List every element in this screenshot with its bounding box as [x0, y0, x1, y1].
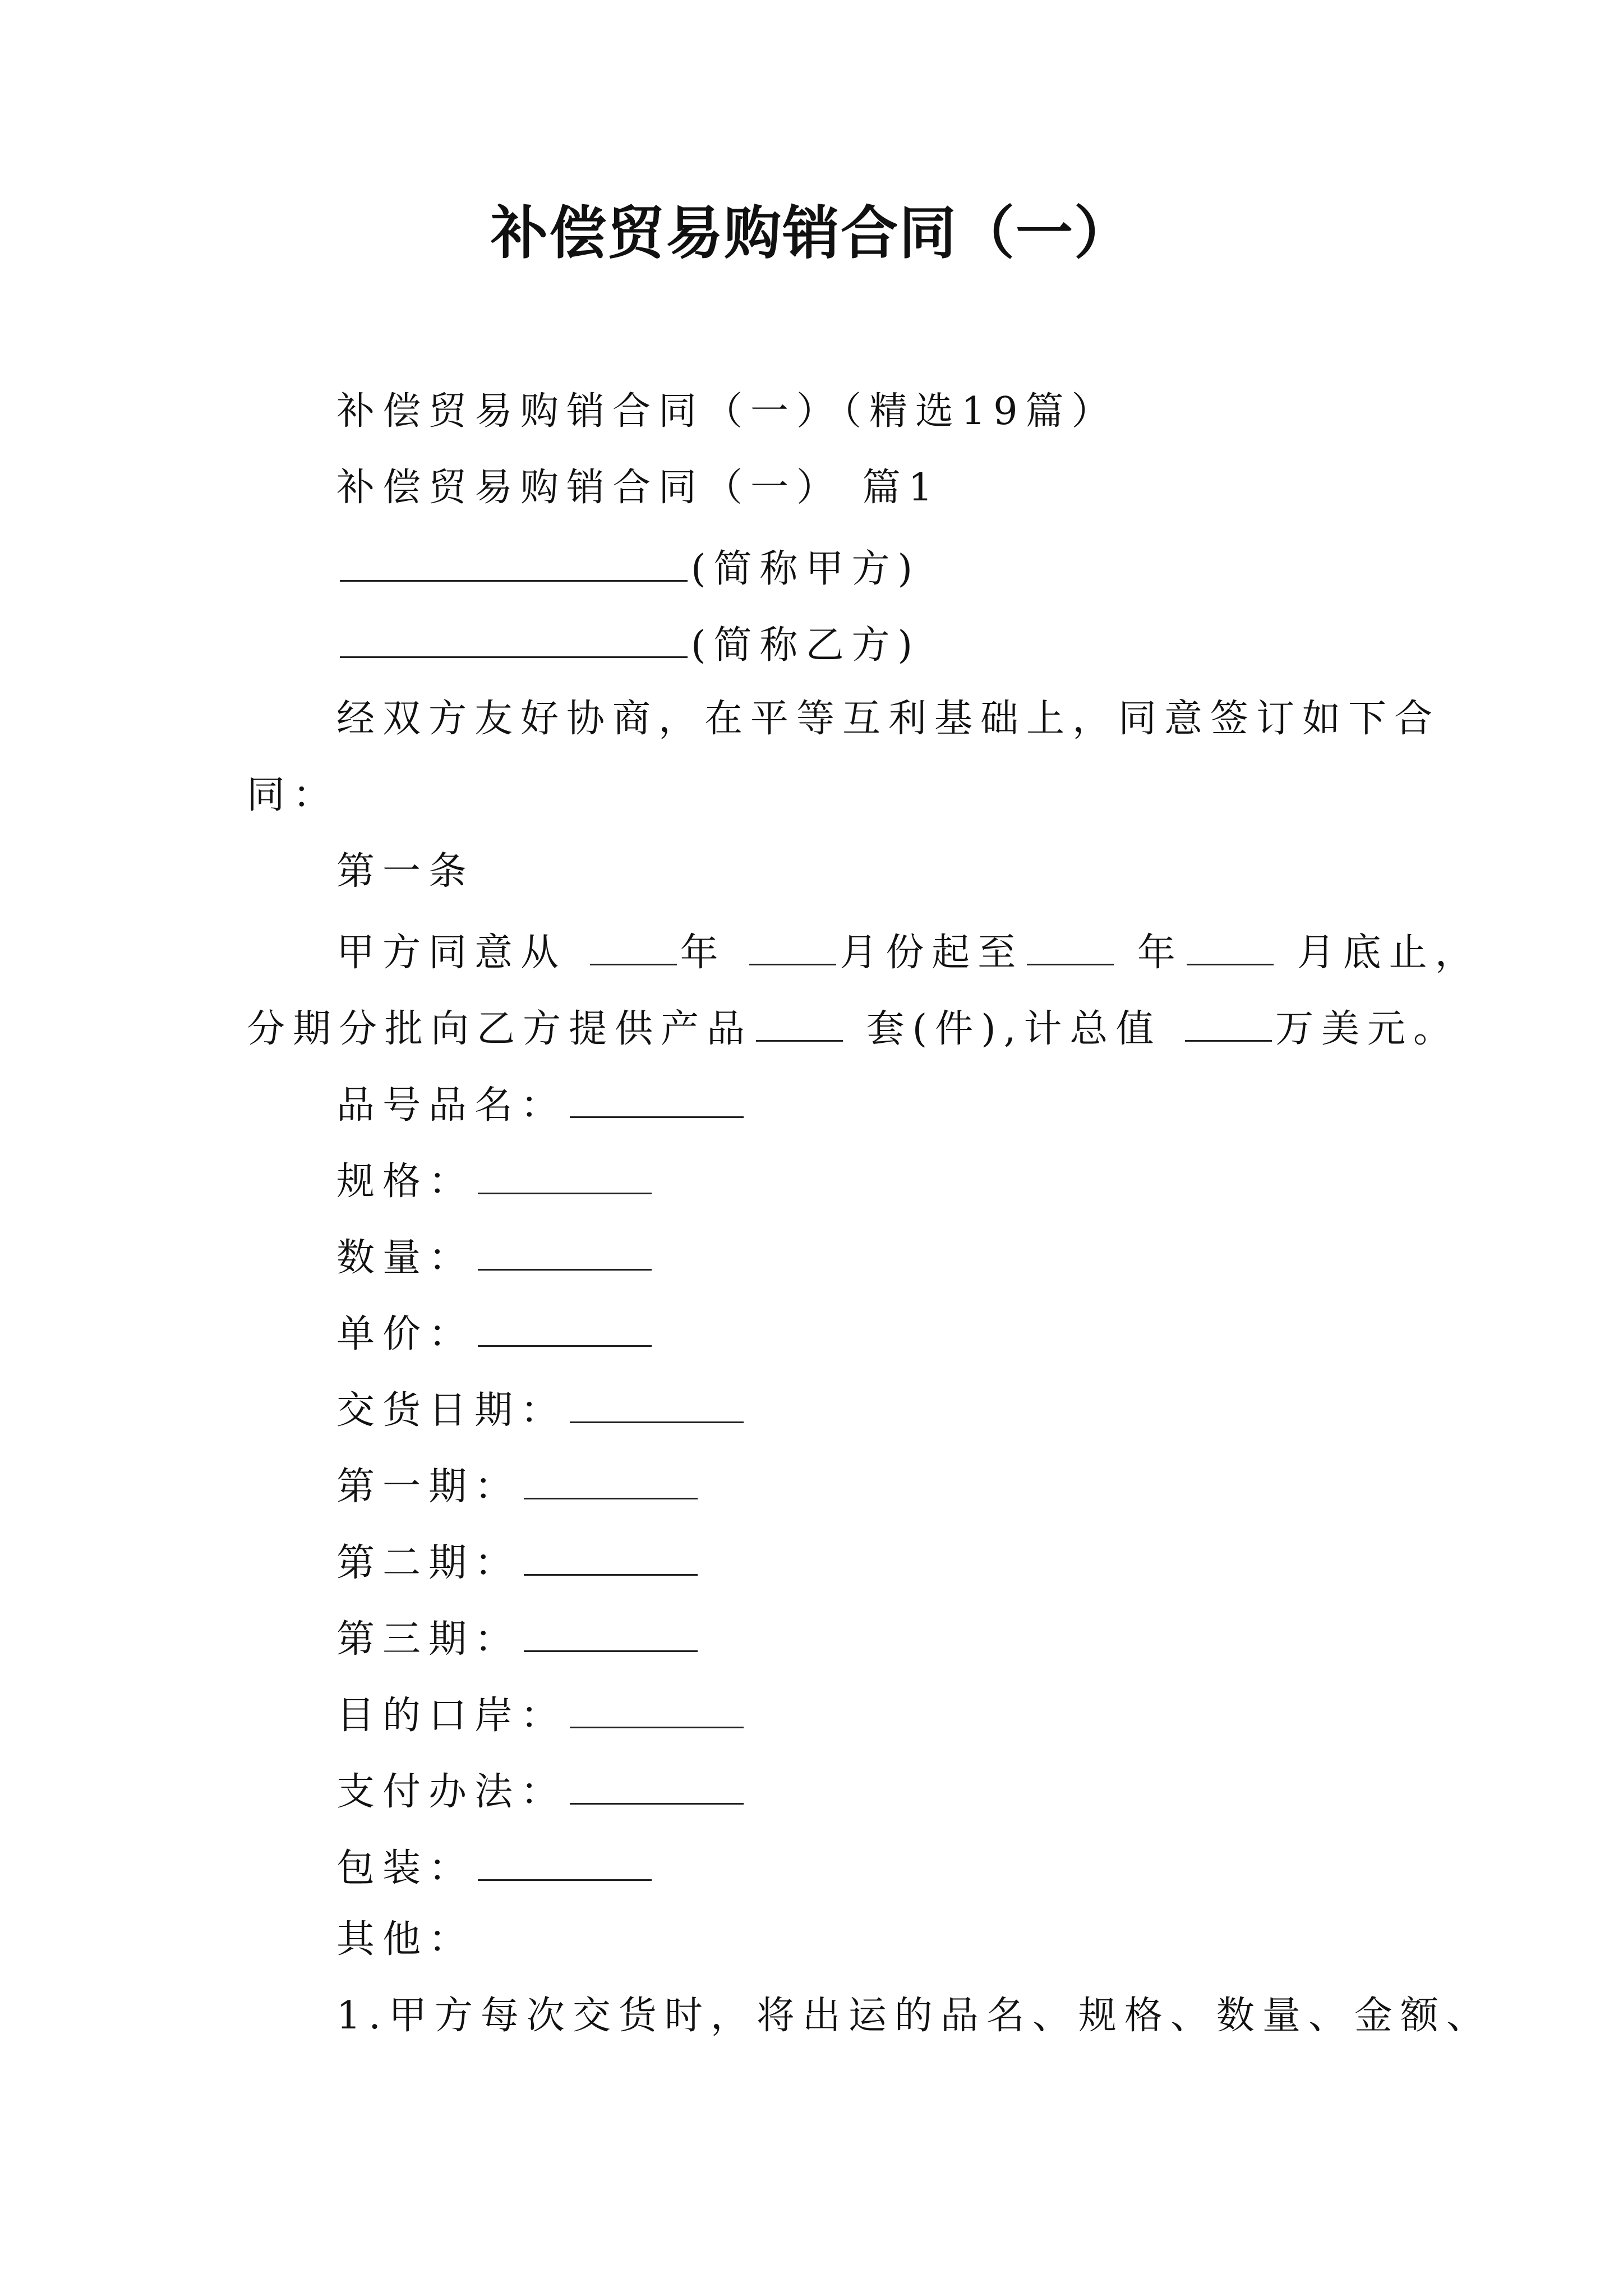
clause-line-2	[247, 1005, 1459, 1051]
party-a-blank[interactable]	[340, 545, 688, 582]
field-blank[interactable]	[478, 1844, 652, 1881]
party-b-line	[336, 622, 921, 668]
field-label: 交货日期：	[336, 1388, 567, 1433]
field-delivery-date	[336, 1387, 747, 1433]
field-destination-port	[336, 1692, 747, 1738]
field-label: 品号品名：	[336, 1083, 567, 1128]
clause-text: 甲方同意从	[336, 931, 567, 975]
field-quantity	[336, 1234, 655, 1280]
party-a-line	[336, 545, 921, 591]
field-label: 第三期：	[336, 1617, 521, 1662]
party-b-blank[interactable]	[340, 622, 688, 658]
clause-text: 年	[1137, 931, 1183, 975]
field-packaging	[336, 1844, 655, 1888]
field-label: 目的口岸：	[336, 1694, 567, 1738]
field-label: 第一期：	[336, 1465, 521, 1509]
field-blank[interactable]	[570, 1692, 744, 1728]
field-blank[interactable]	[570, 1082, 744, 1118]
field-blank[interactable]	[524, 1463, 698, 1499]
start-year-blank[interactable]	[590, 929, 677, 965]
field-product-name	[336, 1082, 747, 1128]
product-quantity-blank[interactable]	[756, 1005, 843, 1042]
clause-text: 套(件),计总值	[866, 1007, 1162, 1051]
field-blank[interactable]	[570, 1768, 744, 1805]
field-label: 支付办法：	[336, 1770, 567, 1814]
clause-text: 分期分批向乙方提供产品	[247, 1007, 753, 1051]
start-month-blank[interactable]	[749, 929, 836, 965]
clause-text: 月底止，	[1297, 931, 1481, 975]
field-label: 第二期：	[336, 1541, 521, 1585]
field-blank[interactable]	[570, 1387, 744, 1423]
field-spec	[336, 1158, 655, 1204]
intro-paragraph: 经双方友好协商，在平等互利基础上，同意签订如下合	[336, 697, 1441, 741]
party-b-label: (简称乙方)	[691, 623, 921, 668]
field-payment-method	[336, 1768, 747, 1814]
field-blank[interactable]	[524, 1616, 698, 1652]
field-blank[interactable]	[478, 1234, 652, 1271]
clause-text: 万美元。	[1275, 1007, 1459, 1051]
clause-line-1	[336, 929, 1481, 975]
intro-paragraph-cont: 同：	[247, 773, 339, 817]
document-title: 补偿贸易购销合同（一）	[491, 200, 1132, 267]
clause-text: 月份起至	[840, 931, 1024, 975]
subtitle: 补偿贸易购销合同（一）（精选19篇）	[336, 389, 1118, 434]
field-phase-1	[336, 1463, 701, 1509]
party-a-label: (简称甲方)	[691, 547, 921, 591]
field-unit-price	[336, 1310, 655, 1354]
field-phase-3	[336, 1616, 701, 1662]
end-year-blank[interactable]	[1027, 929, 1114, 965]
field-label: 规格：	[336, 1159, 475, 1204]
field-blank[interactable]	[478, 1158, 652, 1194]
article-heading: 第一条	[336, 849, 475, 894]
field-label: 单价：	[336, 1312, 475, 1356]
end-month-blank[interactable]	[1187, 929, 1274, 965]
total-value-blank[interactable]	[1185, 1005, 1272, 1042]
field-label: 包装：	[336, 1846, 475, 1890]
field-label: 数量：	[336, 1236, 475, 1280]
section-heading: 补偿贸易购销合同（一） 篇1	[336, 466, 940, 510]
field-blank[interactable]	[478, 1310, 652, 1347]
clause-text: 年	[680, 931, 726, 975]
field-blank[interactable]	[524, 1539, 698, 1576]
item-1: 1.甲方每次交货时，将出运的品名、规格、数量、金额、	[336, 1994, 1492, 2038]
other-heading: 其他：	[336, 1917, 475, 1962]
field-phase-2	[336, 1539, 701, 1585]
